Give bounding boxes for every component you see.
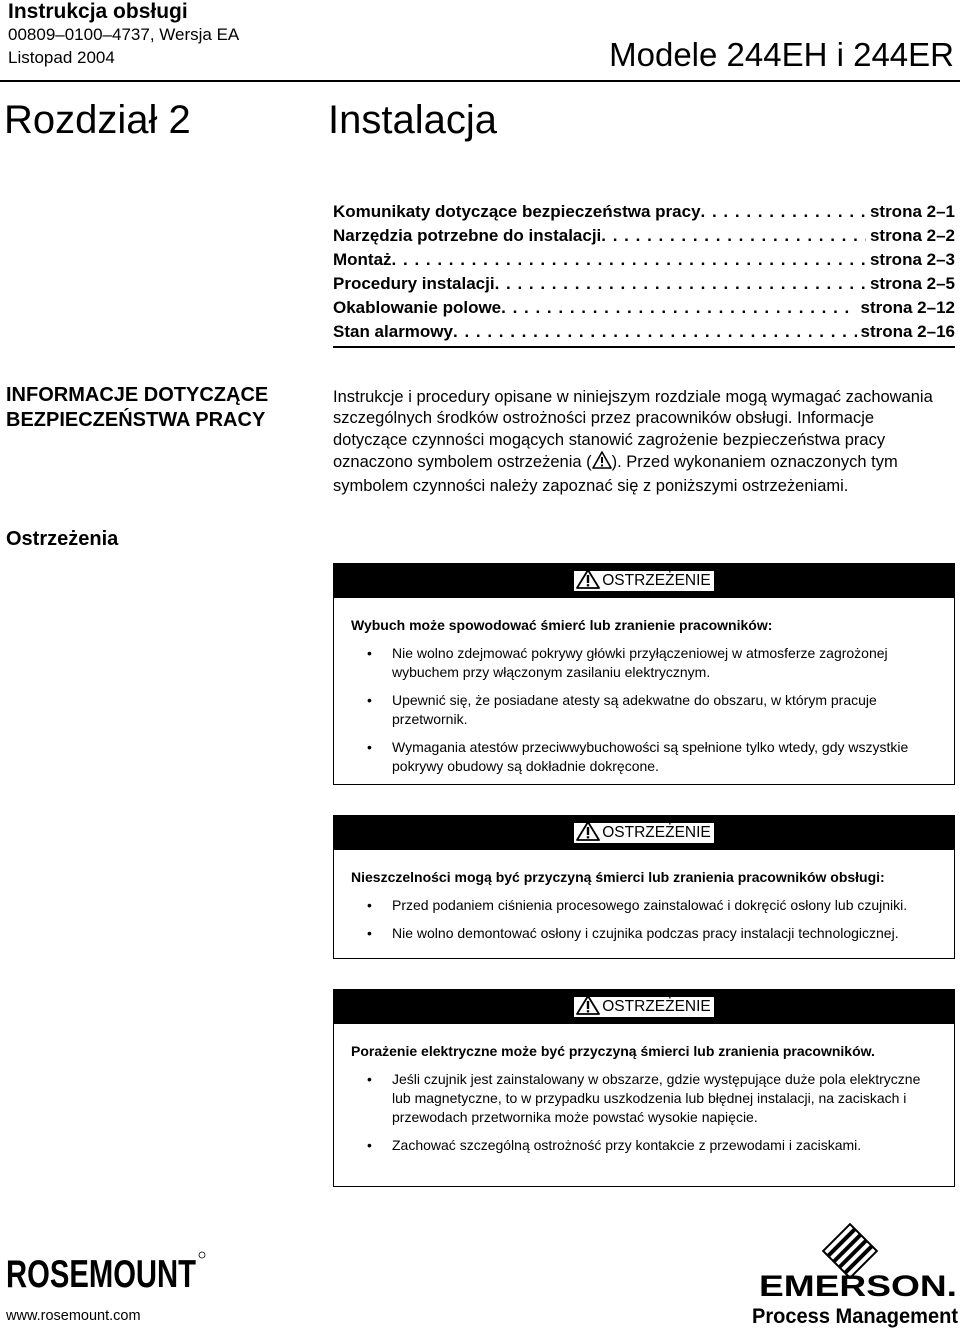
warning-triangle-icon — [576, 995, 602, 1020]
warning-item: • Nie wolno demontować osłony i czujnika podczas pracy instalacji technologicznej. — [351, 924, 937, 943]
warning-body — [334, 598, 954, 799]
warning-list — [351, 1070, 937, 1155]
toc-divider — [333, 346, 955, 348]
emerson-logo — [746, 1213, 960, 1330]
warning-header — [334, 564, 954, 598]
section-heading-line: BEZPIECZEŃSTWA PRACY — [6, 409, 266, 431]
emerson-logo-subtext: Process Management — [752, 1305, 959, 1328]
toc-entry[interactable] — [333, 226, 955, 250]
warning-item: • Przed podaniem ciśnienia procesowego zainstalować i dokręcić osłony lub czujniki. — [351, 896, 937, 915]
warning-label — [573, 996, 715, 1018]
document-number: 00809–0100–4737, Wersja EA — [8, 25, 240, 44]
toc-entry[interactable] — [333, 298, 955, 322]
header-divider — [0, 80, 960, 82]
toc-leader-dots — [701, 202, 866, 222]
toc-entry-page: strona 2–16 — [860, 322, 955, 341]
toc-leader-dots — [453, 322, 857, 342]
toc-entry[interactable] — [333, 202, 955, 226]
warning-body — [334, 850, 954, 966]
warning-lead: Nieszczelności mogą być przyczyną śmierci lub zranienia pracowników obsługi: — [351, 869, 885, 885]
section-heading-line: INFORMACJE DOTYCZĄCE — [6, 384, 269, 406]
toc-entry-label: Procedury instalacji — [333, 274, 495, 293]
warning-lead: Wybuch może spowodować śmierć lub zranienie pracowników: — [351, 617, 773, 633]
toc-entry-label: Stan alarmowy — [333, 322, 453, 341]
warning-body — [334, 1024, 954, 1178]
website-link[interactable]: www.rosemount.com — [6, 1308, 141, 1324]
rosemount-logo — [6, 1247, 206, 1289]
toc-entry[interactable] — [333, 250, 955, 274]
warning-item: • Zachować szczególną ostrożność przy kontakcie z przewodami i zaciskami. — [351, 1136, 937, 1155]
toc-entry-page: strona 2–2 — [869, 226, 955, 245]
toc-leader-dots — [495, 274, 866, 294]
warning-label-text: OSTRZEŻENIE — [602, 572, 711, 589]
warning-box — [333, 563, 955, 785]
warning-triangle-icon — [576, 569, 602, 594]
toc-leader-dots — [392, 250, 866, 270]
toc-entry-label: Okablowanie polowe — [333, 298, 502, 317]
toc-leader-dots — [601, 226, 866, 246]
rosemount-logo-text: ROSEMOUNT — [6, 1252, 196, 1289]
warning-header — [334, 990, 954, 1024]
warning-item: • Nie wolno zdejmować pokrywy główki przyłączeniowej w atmosferze zagrożonej wybuchem przy włączonym zasilaniu elektrycznym. — [351, 644, 937, 682]
intro-text: ). Przed wykonaniem oznaczonych tym symbolem czynności należy zapoznać się z poniższymi ostrzeżeniami. — [333, 453, 898, 495]
toc-entry-label: Montaż — [333, 250, 392, 269]
document-date: Listopad 2004 — [8, 48, 115, 67]
intro-paragraph — [333, 387, 948, 497]
intro-text: Instrukcje i procedury opisane w niniejszym rozdziale mogą wymagać zachowania szczególnych środków ostrożności przez pracowników obsługi. Informacje dotyczące czynności mogących stanowić zagrożenie bezpieczeństwa pracy oznaczono symbolem ostrzeżenia ( — [333, 388, 933, 472]
warning-list — [351, 644, 937, 776]
toc-leader-dots — [501, 298, 856, 318]
toc-entry-page: strona 2–5 — [869, 274, 955, 293]
table-of-contents — [333, 202, 955, 346]
toc-entry[interactable] — [333, 274, 955, 298]
toc-entry-page: strona 2–1 — [869, 202, 955, 221]
warning-box — [333, 989, 955, 1187]
warning-box — [333, 815, 955, 959]
warning-label-text: OSTRZEŻENIE — [602, 824, 711, 841]
chapter-label: Rozdział 2 — [4, 98, 191, 142]
emerson-logo-text: EMERSON. — [759, 1270, 957, 1303]
warning-item: • Wymagania atestów przeciwwybuchowości są spełnione tylko wtedy, gdy wszystkie pokrywy obudowy są dokładnie dokręcone. — [351, 738, 937, 776]
toc-entry-page: strona 2–12 — [860, 298, 955, 317]
warning-list — [351, 896, 937, 943]
manual-title: Instrukcja obsługi — [8, 0, 188, 23]
section-subheading: Ostrzeżenia — [6, 528, 119, 550]
warning-label — [573, 570, 715, 592]
warning-label — [573, 822, 715, 844]
warning-triangle-icon — [592, 451, 612, 475]
toc-entry-page: strona 2–3 — [869, 250, 955, 269]
warning-header — [334, 816, 954, 850]
model-title: Modele 244EH i 244ER — [609, 36, 954, 73]
toc-entry[interactable] — [333, 322, 955, 346]
warning-label-text: OSTRZEŻENIE — [602, 998, 711, 1015]
toc-entry-label: Narzędzia potrzebne do instalacji — [333, 226, 602, 245]
toc-entry-label: Komunikaty dotyczące bezpieczeństwa pracy — [333, 202, 701, 221]
warning-lead: Porażenie elektryczne może być przyczyną śmierci lub zranienia pracowników. — [351, 1043, 875, 1059]
section-heading — [6, 383, 268, 433]
warning-triangle-icon — [576, 821, 602, 846]
chapter-title: Instalacja — [328, 98, 497, 142]
warning-item: • Jeśli czujnik jest zainstalowany w obszarze, gdzie występujące duże pola elektryczne lub magnetyczne, to w przypadku uszkodzenia lub błędnej instalacji, na zaciskach i przewodach przetwornika może powstać wysokie napięcie. — [351, 1070, 937, 1127]
warning-item: • Upewnić się, że posiadane atesty są adekwatne do obszaru, w którym pracuje przetwornik. — [351, 691, 937, 729]
